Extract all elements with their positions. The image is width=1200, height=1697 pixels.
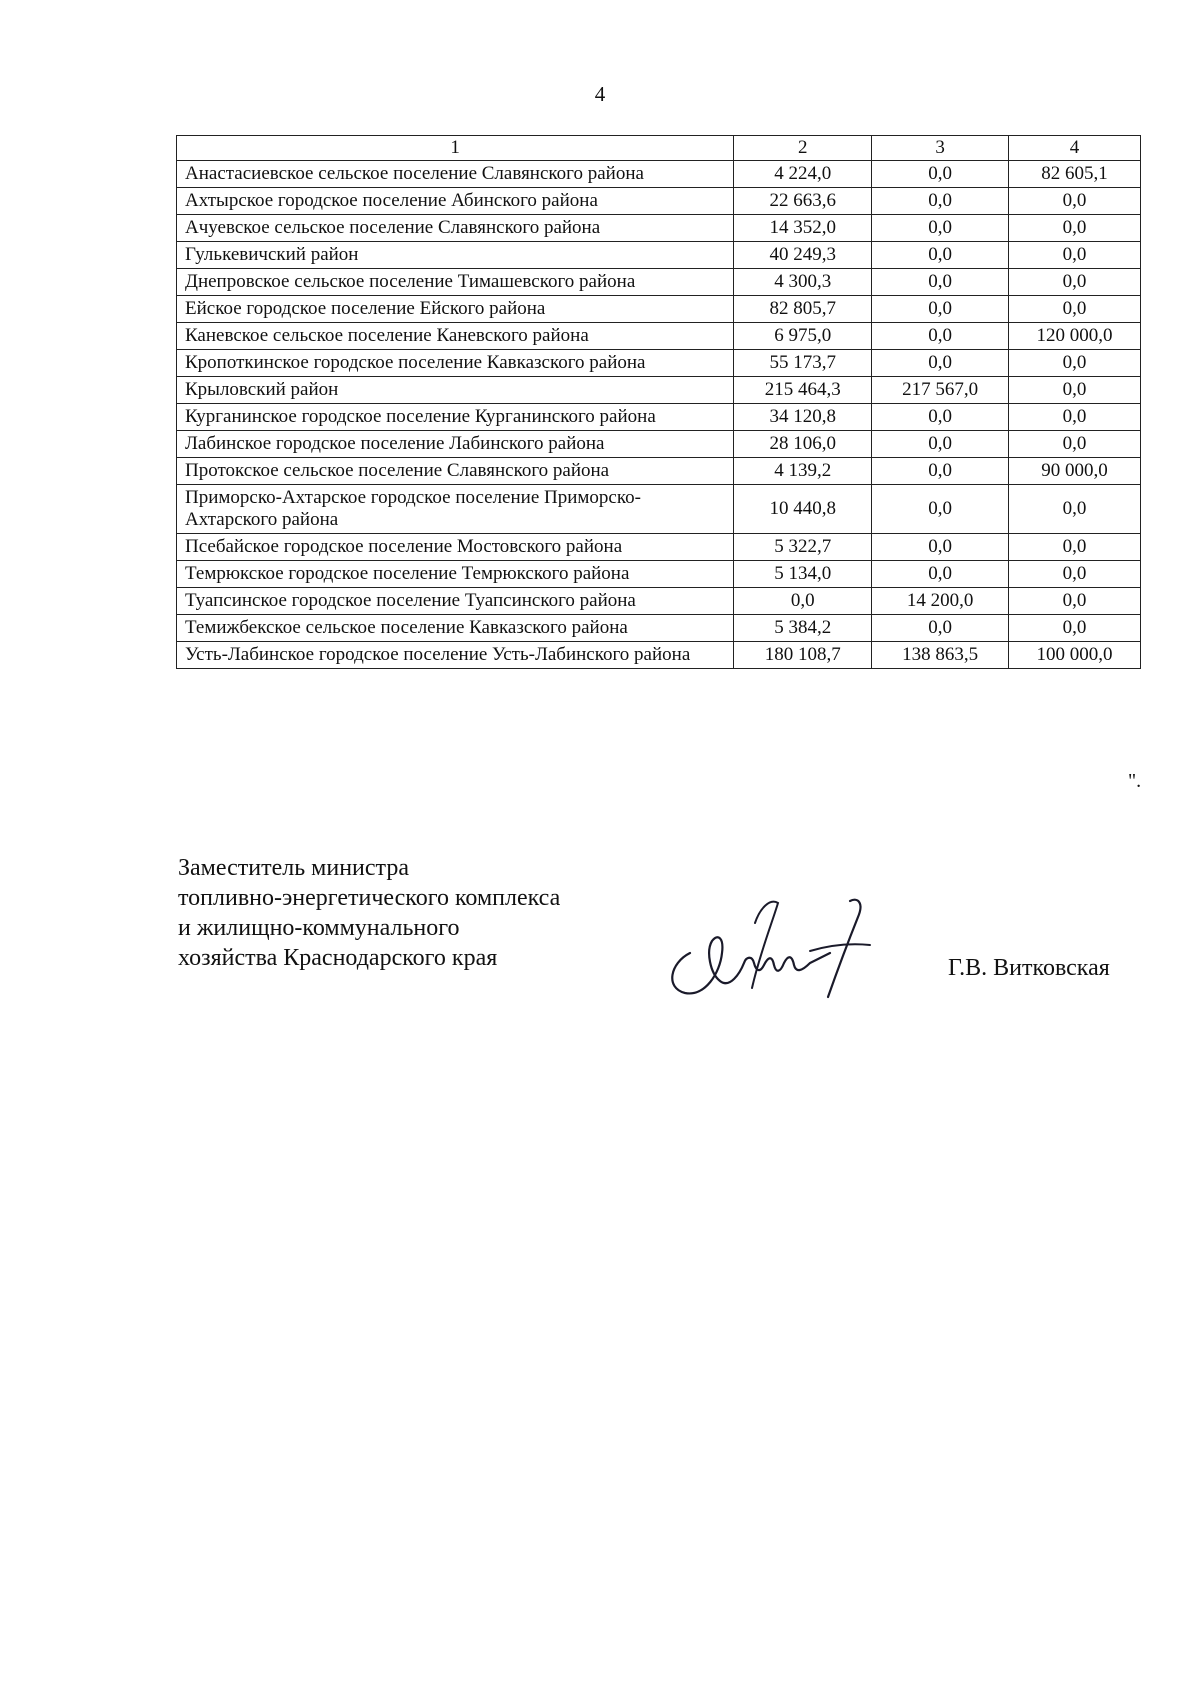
column-3-value-cell: 138 863,5 bbox=[872, 642, 1009, 669]
table-row bbox=[177, 534, 1141, 561]
column-header-1: 1 bbox=[177, 136, 734, 161]
column-4-value-cell: 0,0 bbox=[1009, 269, 1141, 296]
column-4-value-cell: 82 605,1 bbox=[1009, 161, 1141, 188]
settlement-name-cell: Ейское городское поселение Ейского района bbox=[177, 296, 734, 323]
table-row bbox=[177, 404, 1141, 431]
column-3-value-cell: 0,0 bbox=[872, 296, 1009, 323]
column-3-value-cell: 0,0 bbox=[872, 323, 1009, 350]
table-row bbox=[177, 642, 1141, 669]
column-3-value-cell: 0,0 bbox=[872, 485, 1009, 534]
signatory-title bbox=[178, 853, 560, 973]
column-4-value-cell: 0,0 bbox=[1009, 377, 1141, 404]
settlement-name-cell: Крыловский район bbox=[177, 377, 734, 404]
settlement-name-cell: Каневское сельское поселение Каневского района bbox=[177, 323, 734, 350]
column-4-value-cell: 100 000,0 bbox=[1009, 642, 1141, 669]
table-row bbox=[177, 323, 1141, 350]
column-2-value-cell: 5 384,2 bbox=[734, 615, 872, 642]
column-4-value-cell: 0,0 bbox=[1009, 588, 1141, 615]
data-table bbox=[176, 135, 1141, 669]
settlement-name-cell: Днепровское сельское поселение Тимашевского района bbox=[177, 269, 734, 296]
settlement-name-cell: Псебайское городское поселение Мостовского района bbox=[177, 534, 734, 561]
column-2-value-cell: 5 322,7 bbox=[734, 534, 872, 561]
column-4-value-cell: 0,0 bbox=[1009, 296, 1141, 323]
settlement-name-cell: Приморско-Ахтарское городское поселение Приморско-Ахтарского района bbox=[177, 485, 734, 534]
column-header-4: 4 bbox=[1009, 136, 1141, 161]
settlement-name-cell: Темижбекское сельское поселение Кавказского района bbox=[177, 615, 734, 642]
column-3-value-cell: 0,0 bbox=[872, 242, 1009, 269]
table-row bbox=[177, 269, 1141, 296]
table-row bbox=[177, 615, 1141, 642]
handwritten-signature bbox=[660, 893, 900, 1003]
column-4-value-cell: 0,0 bbox=[1009, 188, 1141, 215]
table-row bbox=[177, 458, 1141, 485]
signatory-line: Заместитель министра bbox=[178, 855, 409, 881]
signatory-line: хозяйства Краснодарского края bbox=[178, 945, 498, 971]
settlement-name-cell: Протокское сельское поселение Славянского района bbox=[177, 458, 734, 485]
column-3-value-cell: 0,0 bbox=[872, 615, 1009, 642]
column-2-value-cell: 40 249,3 bbox=[734, 242, 872, 269]
column-4-value-cell: 120 000,0 bbox=[1009, 323, 1141, 350]
column-2-value-cell: 4 300,3 bbox=[734, 269, 872, 296]
table-row bbox=[177, 296, 1141, 323]
column-2-value-cell: 0,0 bbox=[734, 588, 872, 615]
table-body bbox=[177, 161, 1141, 669]
settlement-name-cell: Кропоткинское городское поселение Кавказского района bbox=[177, 350, 734, 377]
column-4-value-cell: 0,0 bbox=[1009, 561, 1141, 588]
settlement-name-cell: Анастасиевское сельское поселение Славянского района bbox=[177, 161, 734, 188]
column-3-value-cell: 0,0 bbox=[872, 561, 1009, 588]
column-2-value-cell: 34 120,8 bbox=[734, 404, 872, 431]
column-2-value-cell: 10 440,8 bbox=[734, 485, 872, 534]
column-3-value-cell: 0,0 bbox=[872, 161, 1009, 188]
signer-name: Г.В. Витковская bbox=[948, 955, 1110, 981]
column-3-value-cell: 217 567,0 bbox=[872, 377, 1009, 404]
closing-quote: ". bbox=[1128, 770, 1142, 792]
column-3-value-cell: 0,0 bbox=[872, 215, 1009, 242]
signatory-line: и жилищно-коммунального bbox=[178, 915, 460, 941]
column-4-value-cell: 0,0 bbox=[1009, 485, 1141, 534]
column-4-value-cell: 0,0 bbox=[1009, 215, 1141, 242]
column-header-2: 2 bbox=[734, 136, 872, 161]
column-3-value-cell: 0,0 bbox=[872, 534, 1009, 561]
table-header-row bbox=[177, 136, 1141, 161]
table-row bbox=[177, 485, 1141, 534]
column-2-value-cell: 5 134,0 bbox=[734, 561, 872, 588]
column-2-value-cell: 28 106,0 bbox=[734, 431, 872, 458]
column-4-value-cell: 0,0 bbox=[1009, 404, 1141, 431]
column-2-value-cell: 215 464,3 bbox=[734, 377, 872, 404]
column-4-value-cell: 90 000,0 bbox=[1009, 458, 1141, 485]
column-header-3: 3 bbox=[872, 136, 1009, 161]
settlement-name-cell: Темрюкское городское поселение Темрюкского района bbox=[177, 561, 734, 588]
column-2-value-cell: 4 139,2 bbox=[734, 458, 872, 485]
column-4-value-cell: 0,0 bbox=[1009, 534, 1141, 561]
table-row bbox=[177, 350, 1141, 377]
column-3-value-cell: 0,0 bbox=[872, 188, 1009, 215]
table-row bbox=[177, 431, 1141, 458]
column-3-value-cell: 0,0 bbox=[872, 404, 1009, 431]
column-2-value-cell: 82 805,7 bbox=[734, 296, 872, 323]
settlement-name-cell: Гулькевичский район bbox=[177, 242, 734, 269]
table-row bbox=[177, 188, 1141, 215]
settlement-name-cell: Ахтырское городское поселение Абинского района bbox=[177, 188, 734, 215]
column-4-value-cell: 0,0 bbox=[1009, 242, 1141, 269]
settlement-name-cell: Туапсинское городское поселение Туапсинского района bbox=[177, 588, 734, 615]
table-row bbox=[177, 242, 1141, 269]
table-row bbox=[177, 215, 1141, 242]
column-3-value-cell: 0,0 bbox=[872, 431, 1009, 458]
column-2-value-cell: 55 173,7 bbox=[734, 350, 872, 377]
signatory-line: топливно-энергетического комплекса bbox=[178, 885, 561, 911]
table-row bbox=[177, 161, 1141, 188]
column-2-value-cell: 6 975,0 bbox=[734, 323, 872, 350]
column-3-value-cell: 0,0 bbox=[872, 350, 1009, 377]
table-row bbox=[177, 588, 1141, 615]
page-number: 4 bbox=[594, 82, 606, 106]
table-row bbox=[177, 377, 1141, 404]
column-3-value-cell: 14 200,0 bbox=[872, 588, 1009, 615]
column-2-value-cell: 22 663,6 bbox=[734, 188, 872, 215]
column-2-value-cell: 4 224,0 bbox=[734, 161, 872, 188]
settlement-name-cell: Усть-Лабинское городское поселение Усть-Лабинского района bbox=[177, 642, 734, 669]
column-3-value-cell: 0,0 bbox=[872, 458, 1009, 485]
column-4-value-cell: 0,0 bbox=[1009, 615, 1141, 642]
column-2-value-cell: 180 108,7 bbox=[734, 642, 872, 669]
table-row bbox=[177, 561, 1141, 588]
settlement-name-cell: Лабинское городское поселение Лабинского района bbox=[177, 431, 734, 458]
column-3-value-cell: 0,0 bbox=[872, 269, 1009, 296]
settlement-name-cell: Ачуевское сельское поселение Славянского района bbox=[177, 215, 734, 242]
column-2-value-cell: 14 352,0 bbox=[734, 215, 872, 242]
settlement-name-cell: Курганинское городское поселение Курганинского района bbox=[177, 404, 734, 431]
column-4-value-cell: 0,0 bbox=[1009, 350, 1141, 377]
column-4-value-cell: 0,0 bbox=[1009, 431, 1141, 458]
